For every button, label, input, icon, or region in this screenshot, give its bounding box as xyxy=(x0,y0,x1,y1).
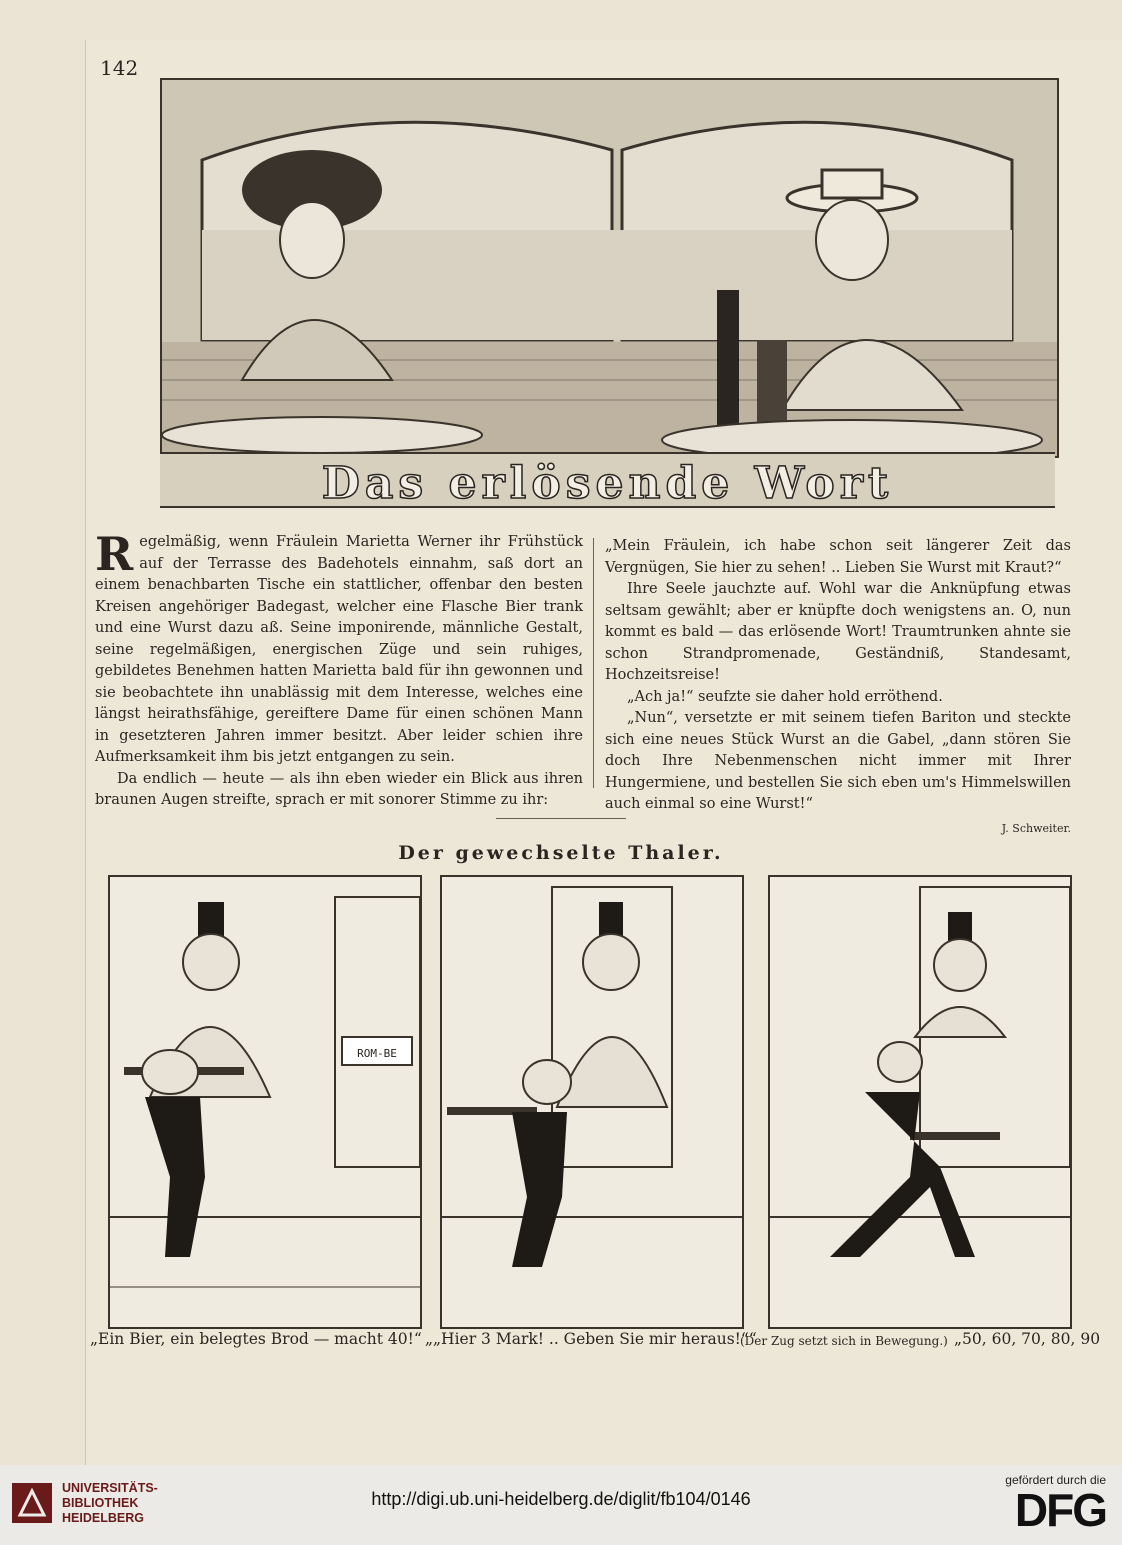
dfg-logo: DFG xyxy=(1014,1484,1106,1536)
permalink-url[interactable]: http://digi.ub.uni-heidelberg.de/diglit/fb104/0146 xyxy=(371,1489,751,1509)
story-title-banner xyxy=(160,452,1055,508)
comic-caption-3: (Der Zug setzt sich in Bewegung.) xyxy=(740,1334,948,1348)
story-paragraph: „Mein Fräulein, ich habe schon seit längerer Zeit das Vergnügen, Sie hier zu sehen! .. Lieben Sie Wurst mit Kraut?“ xyxy=(605,538,1071,576)
train-sign: ROM-BE xyxy=(357,1047,397,1060)
story-title: Das erlösende Wort xyxy=(321,458,894,509)
author-signature: J. Schweiter. xyxy=(1001,821,1071,835)
sponsor-block[interactable] xyxy=(1005,1473,1106,1536)
column-divider xyxy=(593,538,594,788)
university-library-name[interactable]: UNIVERSITÄTS- BIBLIOTHEK HEIDELBERG xyxy=(62,1481,158,1525)
comic-panel-2 xyxy=(440,875,744,1329)
comic-caption-2: „„Hier 3 Mark! .. Geben Sie mir heraus!““ xyxy=(425,1330,757,1348)
comic-caption-4: „50, 60, 70, 80, 90 xyxy=(954,1330,1101,1348)
comic-panel-1 xyxy=(108,875,422,1329)
sponsor-label: gefördert durch die xyxy=(1005,1473,1106,1487)
story-paragraph: „Nun“, versetzte er mit seinem tiefen Bariton und steckte sich eine neues Stück Wurst an die Gabel, „dann stören Sie doch Ihre Nebenmenschen nicht immer mit Ihrer Hungermiene, und bestellen Sie sich eben um's Himmelswillen auch einmal so eine Wurst!“ xyxy=(605,710,1071,812)
story-right-column xyxy=(605,536,1071,839)
story-paragraph: Da endlich — heute — als ihn eben wieder ein Blick aus ihren braunen Augen streifte, sprach er mit sonorer Stimme zu ihr: xyxy=(95,770,583,808)
comic-title: Der gewechselte Thaler. xyxy=(398,842,724,864)
cafe-illustration xyxy=(160,78,1059,458)
comic-panel-3 xyxy=(768,875,1072,1329)
section-divider xyxy=(496,818,626,819)
story-paragraph: Regelmäßig, wenn Fräulein Marietta Werner ihr Frühstück auf der Terrasse des Badehotels einnahm, saß dort an einem benachbarten Tische ein stattlicher, offenbar den besten Kreisen angehöriger Badegast, welcher eine Flasche Bier trank und eine Wurst dazu aß. Seine imponirende, männliche Gestalt, seine regelmäßigen, energischen Züge und sein ruhiges, gebildetes Benehmen hatten Marietta bald für ihn gewonnen und sie beobachtete ihn unablässig mit dem Interesse, welches eine längst heirathsfähige, gereiftere Dame für einen schönen Mann in gesetzteren Jahren immer besitzt. Aber leider schien ihre Aufmerksamkeit ihm bis jetzt entgangen zu sein. xyxy=(95,527,583,765)
page-number: 142 xyxy=(100,56,139,80)
story-paragraph: „Ach ja!“ seufzte sie daher hold erröthend. xyxy=(627,688,943,705)
story-paragraph: Ihre Seele jauchzte auf. Wohl war die Anknüpfung etwas seltsam gewählt; aber er knüpfte doch wenigstens an. O, nun kommt es bald — das erlösende Wort! Traumtrunken ahnte sie schon Strandpromenade, Geständniß, Standesamt, Hochzeitsreise! xyxy=(605,581,1071,683)
viewer-footer xyxy=(0,1465,1122,1545)
story-left-column xyxy=(95,527,583,812)
drop-cap: R xyxy=(95,527,134,581)
comic-caption-1: „Ein Bier, ein belegtes Brod — macht 40!“ xyxy=(90,1330,422,1348)
